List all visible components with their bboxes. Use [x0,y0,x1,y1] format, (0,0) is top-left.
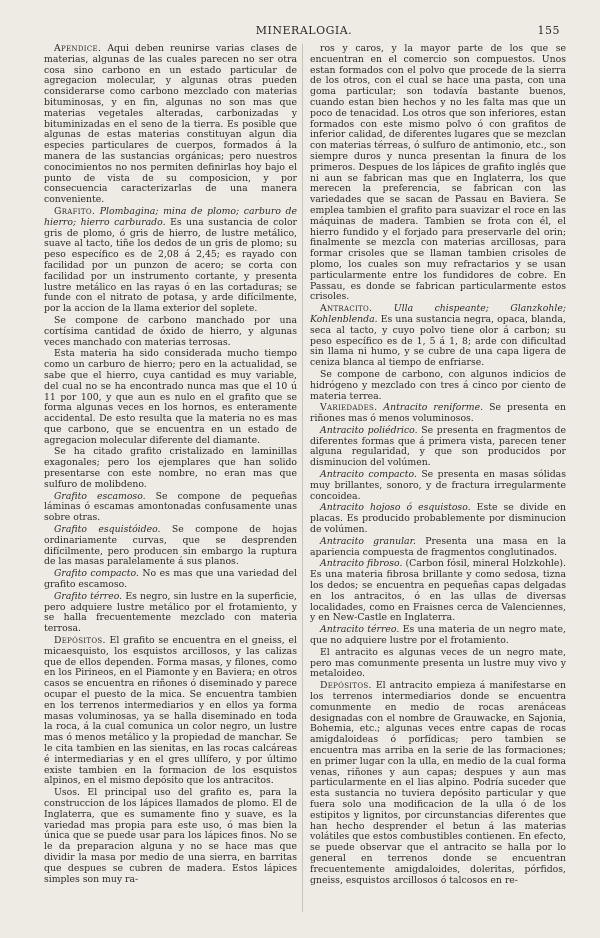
paragraph [44,788,297,885]
paragraph-text: Este se divide en placas. Es producido probablemente por disminucion de volúmen. [310,502,566,536]
paragraph-text: ros y caros, y la mayor parte de los que se encuentran en el comercio son compuestos. Unos estan formados con el polvo que procede de la sierra de los otros, con el cual se hace una pasta, con una goma particular; son todavía bastante buenos, cuando estan bien hechos y no les falta mas que un poco de tenacidad. Los otros que son inferiores, estan formados con este mismo polvo ó con grafitos de inferior calidad, de diferentes lugares que se mezclan con materias térreas, ó sulfuro de antimonio, etc., son siempre duros y nunca presentan la finura de los primeros. Despues de los lápices de grafito inglés que ni aun se fabrican mas que en Inglaterra, los que merecen la preferencia, se fabrican con las variedades que se sacan de Passau en Baviera. Se emplea tambien el grafito para suavizar el roce en las máquinas de madera. Tambien se frota con él, el hierro fundido y el forjado para preservarle del orin; finalmente se mezcla con materias arcillosas, para formar crisoles que se llaman tambien crisoles de plomo, los cuales son muy refractarios y se usan particularmente entre los fundidores de cobre. En Passau, es donde se fabrican particularmente estos crisoles. [310,44,566,303]
term-synonyms: Antracito granular. [320,535,416,547]
paragraph [310,304,566,369]
term-synonyms: Antracito compacto. [320,469,417,481]
term-synonyms: Grafito compacto. [54,568,139,580]
paragraph-text: El antracito es algunas veces de un negro mate, pero mas comunmente presenta un lustre muy vivo y metaloideo. [310,646,566,680]
term-synonyms: Antracito poliédrico. [320,424,418,436]
paragraph [44,316,297,348]
paragraph-heading: Antracito. [320,303,373,315]
paragraph [310,648,566,680]
paragraph-text: Esta materia ha sido considerada mucho tiempo como un carburo de hierro; pero en la actualidad, se sabe que el hierro, cuya cantidad es muy variable, del cual no se ha encontrado nunca mas que el 10 ú 11 por 100, y que aun es nulo en el grafito que se forma algunas veces en los hornos, es enteramente accidental. De esto resulta que la materia no es mas que carbono, que se encuentra en un estado de agregacion molecular diferente del diamante. [44,348,297,446]
term-synonyms: Ulla chispeante; Glanzkohle; Kohlenblenda. [310,303,566,325]
paragraph [44,44,297,206]
paragraph-text: No es mas que una variedad del grafito escamoso. [44,568,297,591]
paragraph-text: Aqui deben reunirse varias clases de materias, algunas de las cuales parecen no ser otra cosa sino carbono en un estado particular de agregacion molecular, y algunas otras pueden considerarse como carbono mezclado con materias bituminosas, y en fin, algunas no son mas que materias vegetales alteradas, carbonizadas y bituminizadas en el seno de la tierra. Es posible que algunas de estas materias constituyan algun dia especies particulares de cuerpos, formados á la manera de las sustancias orgánicas; pero nuestros conocimientos no nos permiten definirlas hoy bajo el punto de vista de su composicion, y por consecuencia caracterizarlas de una manera conveniente. [44,44,297,206]
paragraph-text: Es una sustancia negra, opaca, blanda, seca al tacto, y cuyo polvo tiene olor á carbon; su peso específico es de 1, 5 á 1, 8; arde con dificultad sin llama ni humo, y se cubre de una capa ligera de ceniza blanca al tiempo de enfriarse. [310,313,566,369]
column-divider [302,44,303,912]
paragraph-text: El grafito se encuentra en el gneiss, el micaesquisto, los esquistos arcillosos, y las calizas que de ellos dependen. Forma masas, y filones, como en los Pirineos, en el Piamonte y en Baviera; en otros casos se encuentra en riñones ó diseminado y parece ocupar el puesto de la mica. Se encuentra tambien en los terrenos intermediarios y en ellos ya forma masas voluminosas, ya se halla diseminado en toda la roca, á la cual comunica un color negro, un lustre mas ó menos metálico y la propiedad de manchar. Se le cita tambien en las sienitas, en las rocas calcáreas é intermediarias y en el gres ullífero, y por último existe tambien en la formacion de los esquistos alpinos, en el mismo depósito que los antracitos. [44,635,297,787]
paragraph-text: Se presenta en masas sólidas muy brillantes, sonoro, y de fractura irregularmente concoidea. [310,469,566,502]
paragraph [310,503,566,535]
paragraph-text: Se compone de pequeñas láminas ó escamas amontonadas confusamente unas sobre otras. [44,490,297,524]
paragraph [310,370,566,402]
paragraph [44,592,297,635]
paragraph [44,207,297,315]
paragraph [310,44,566,303]
paragraph [44,525,297,568]
term-synonyms: Grafito escamoso. [54,490,146,502]
paragraph-heading: Grafito. [54,205,96,217]
paragraph [44,636,297,787]
paragraph [310,403,566,425]
paragraph-text: Se compone de carbono, con algunos indicios de hidrógeno y mezclado con tres á cinco por ciento de materia terrea. [310,368,566,402]
paragraph [310,559,566,624]
paragraph-heading: Variedades. [320,402,378,414]
paragraph [310,625,566,647]
paragraph [44,349,297,446]
term-synonyms: Plombagina; mina de plomo; carburo de hierro; hierro carburado. [44,205,297,228]
right-column [310,44,566,912]
paragraph [44,492,297,524]
paragraph [44,447,297,490]
paragraph-text: Es una materia de un negro mate, que no adquiere lustre por el frotamiento. [310,624,566,647]
left-column [44,44,297,912]
paragraph [44,569,297,591]
paragraph [310,537,566,559]
paragraph [310,470,566,502]
paragraph-text: (Carbon fósil, mineral Holzkohle). Es una materia fibrosa brillante y como sedosa, tizna los dedos; se encuentra en pequeñas capas delgadas en los antracitos, ó en las ullas de diversas localidades, como en Fraisnes cerca de Valenciennes, y en New-Castle en Inglaterra. [310,558,566,624]
paragraph-text: Se presenta en fragmentos de diferentes formas que á primera vista, parecen tener alguna regularidad, y que son producidos por disminucion del volúmen. [310,424,566,469]
paragraph-text: Usos. El principal uso del grafito es, para la construccion de los lápices llamados de plomo. El de Inglaterra, que es sumamente fino y suave, es la variedad mas propia para este uso, ó mas bien la única que se puede usar para los lápices finos. No se le da preparacion alguna y no se hace mas que dividir la masa por medio de una sierra, en barritas que despues se cubren de madera. Estos lápices simples son muy ra- [44,787,297,885]
paragraph-heading: Depósitos. [54,635,106,647]
page-number: 155 [537,24,560,37]
page-title: MINERALOGIA. [255,24,353,37]
paragraph-text: El antracito empieza á manifestarse en los terrenos intermediarios donde se encuentra comunmente en medio de rocas arenáceas designadas con el nombre de Grauwacke, en Sajonia, Bohemia, etc.; algunas veces entre capas de rocas amigdaloideas ó porfídicas; pero tambien se encuentra mas arriba en la serie de las formaciones; en primer lugar con la ulla, en medio de la cual forma venas, riñones y aun capas; despues y aun mas particularmente en el lias alpino. Podría suceder que esta sustancia no tuviera depósito particular y que fuera solo una modificacion de la ulla ó de los estipitos y lignitos, por circunstancias diferentes que han hecho desprender el betun á las materias volátiles que estos combustibles contienen. En efecto, se puede observar que el antracito se halla por lo general en terrenos donde se encuentran frecuentemente amigdaloides, doleritas, pórfidos, gneiss, esquistos arcillosos ó talcosos en re- [310,680,566,886]
paragraph [310,681,566,886]
paragraph-text: Se compone de hojas ordinariamente curvas, que se desprenden difícilmente, pero producen sin embargo la ruptura de las masas paralelamente á sus planos. [44,524,297,568]
running-head [48,24,560,40]
paragraph-text: Se ha citado grafito cristalizado en laminillas exagonales; pero los ejemplares que han solido presentarse con este nombre, no eran mas que sulfuro de molibdeno. [44,446,297,490]
term-synonyms: Grafito esquistóideo. [54,524,161,536]
paragraph-text: Se compone de carbono manchado por una cortísima cantidad de óxido de hierro, y algunas veces manchado con materias terrosas. [44,314,297,348]
paragraph-text: Presenta una masa en la apariencia compuesta de fragmentos conglutinados. [310,535,566,558]
term-synonyms: Antracito térreo. [320,624,400,636]
term-synonyms: Antracito reniforme. [383,402,484,414]
paragraph-text: Se presenta en riñones mas ó menos voluminosos. [310,402,566,425]
paragraph-heading: Apendice. [54,44,102,54]
term-synonyms: Antracito hojoso ó esquistoso. [320,502,471,514]
paragraph-text: Es una sustancia de color gris de plomo, ó gris de hierro, de lustre metálico, suave al tacto, tiñe los dedos de un gris de plomo; su peso específico es de 2,08 á 2,45; es rayado con facilidad por un punzon de acero; se corta con facilidad por un instrumento cortante, y presenta lustre metálico en las rayas ó en las cortaduras; se funde con el nitrato de potasa, y arde difícilmente, por la accion de la llama exterior del soplete. [44,216,297,315]
paragraph-text: Es negro, sin lustre en la superficie, pero adquiere lustre metálico por el frotamiento, y se halla frecuentemente mezclado con materia terrosa. [44,590,297,635]
term-synonyms: Grafito térreo. [54,590,123,602]
paragraph [310,426,566,469]
term-synonyms: Antracito fibroso. [320,558,403,570]
paragraph-heading: Depósitos. [320,680,372,692]
